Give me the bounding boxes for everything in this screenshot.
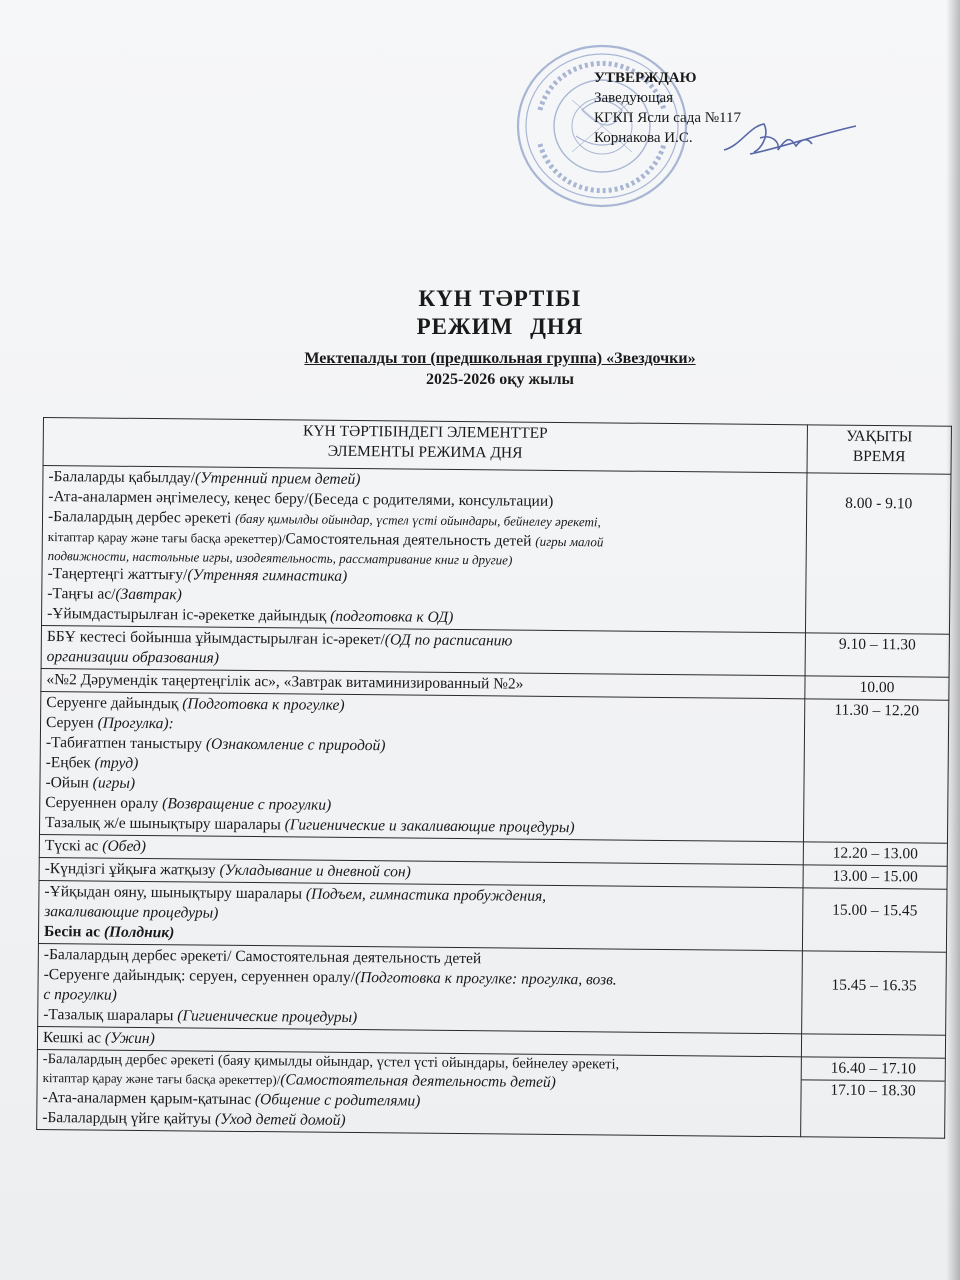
row-activities: -Балалардың дербес әрекеті/ Самостоятельная деятельность детей -Серуенге дайындық: серуен, серуеннен оралу/(Подготовка к прогулке: прогулка, возв. с прогулки) -Тазалық шаралары (Гигиенические процедуры) xyxy=(38,943,803,1033)
title-ru: РЕЖИМ ДНЯ xyxy=(416,314,584,339)
approval-organization: КГКП Ясли сада №117 xyxy=(594,110,741,126)
row-time xyxy=(801,1057,946,1138)
title-group: Мектепалды топ (предшкольная группа) «Звездочки» xyxy=(304,350,696,367)
row-activities: ББҰ кестесі бойынша ұйымдастырылған іс-әрекет/(ОД по расписанию организации образования) xyxy=(41,625,805,675)
header-elements: КҮН ТӘРТІБІНДЕГІ ЭЛЕМЕНТТЕР ЭЛЕМЕНТЫ РЕЖИМА ДНЯ xyxy=(43,418,807,473)
approval-position: Заведующая xyxy=(594,90,674,106)
row-time: 8.00 - 9.10 xyxy=(805,473,951,634)
time-evening-1: 16.40 – 17.10 xyxy=(802,1057,945,1081)
table-row xyxy=(41,466,950,635)
title-kz: КҮН ТӘРТІБІ xyxy=(418,286,582,311)
row-time: 11.30 – 12.20 xyxy=(803,699,948,843)
row-activities: -Ұйқыдан ояну, шынықтыру шаралары (Подъем, гимнастика пробуждения, закаливающие процедуры) Бесін ас (Полдник) xyxy=(38,880,803,950)
row-activities: Кешкі ас (Ужин) xyxy=(37,1026,801,1056)
row-time xyxy=(801,1034,945,1058)
row-activities: Түскі ас (Обед) xyxy=(39,834,803,864)
row-time: 12.20 – 13.00 xyxy=(803,842,947,866)
table-row xyxy=(38,943,947,1035)
row-time: 13.00 – 15.00 xyxy=(803,865,947,889)
row-activities: -Балалардың дербес әрекеті (баяу қимылды ойындар, үстел үсті ойындары, бейнелеу әрекеті, кітаптар қарау және тағы басқа әрекеттер)/(Самостоятельная деятельность детей) -Ата-аналармен қарым-қатынас (Общение с родителями) -Балалардың үйге қайтуы (Уход детей домой) xyxy=(37,1049,802,1136)
table-row xyxy=(37,1049,946,1138)
row-activities: «№2 Дәрумендік таңертеңгілік ас», «Завтрак витаминизированный №2» xyxy=(41,668,805,698)
table-header-row xyxy=(43,418,951,475)
approval-heading: УТВЕРЖДАЮ xyxy=(594,70,697,86)
time-evening-2: 17.10 – 18.30 xyxy=(830,1081,916,1100)
document-title xyxy=(0,285,960,391)
approval-name: Корнакова И.С. xyxy=(594,130,693,146)
schedule-table xyxy=(36,417,952,1139)
row-time: 9.10 – 11.30 xyxy=(805,633,949,677)
title-year: 2025-2026 оқу жылы xyxy=(425,371,575,388)
row-activities: Серуенге дайындық (Подготовка к прогулке) Серуен (Прогулка): -Табиғатпен таныстыру (Ознакомление с природой) -Еңбек (труд) -Ойын (игры) Серуеннен оралу (Возвращение с прогулки) Тазалық ж/е шынықтыру шаралары (Гигиенические и закаливающие процедуры) xyxy=(39,691,804,841)
row-time: 15.00 – 15.45 xyxy=(802,888,947,952)
table-row xyxy=(38,880,947,952)
row-activities: -Балаларды қабылдау/(Утренний прием детей) -Ата-аналармен әңгімелесу, кеңес беру/(Беседа с родителями, консультации) -Балалардың дербес әрекеті (баяу қимылды ойындар, үстел үсті ойындары, бейнелеу әрекеті, кітаптар қарау және тағы басқа әрекеттер)/Самостоятельная деятельность детей (игры малой подвижности, настольные игры, изодеятельность, рассматривание книг и другие) -Таңертеңгі жаттығу/(Утренняя гимнастика) -Таңғы ас/(Завтрак) -Ұйымдастырылған іс-әрекетке дайындық (подготовка к ОД) xyxy=(41,466,807,633)
table-row xyxy=(39,691,948,843)
row-time: 15.45 – 16.35 xyxy=(802,951,947,1035)
row-time: 10.00 xyxy=(805,676,949,700)
approval-block xyxy=(594,68,741,148)
header-time: УАҚЫТЫ ВРЕМЯ xyxy=(807,425,951,474)
row-activities: -Күндізгі ұйқыға жатқызу (Укладывание и дневной сон) xyxy=(39,857,803,887)
handwritten-signature xyxy=(720,116,860,166)
